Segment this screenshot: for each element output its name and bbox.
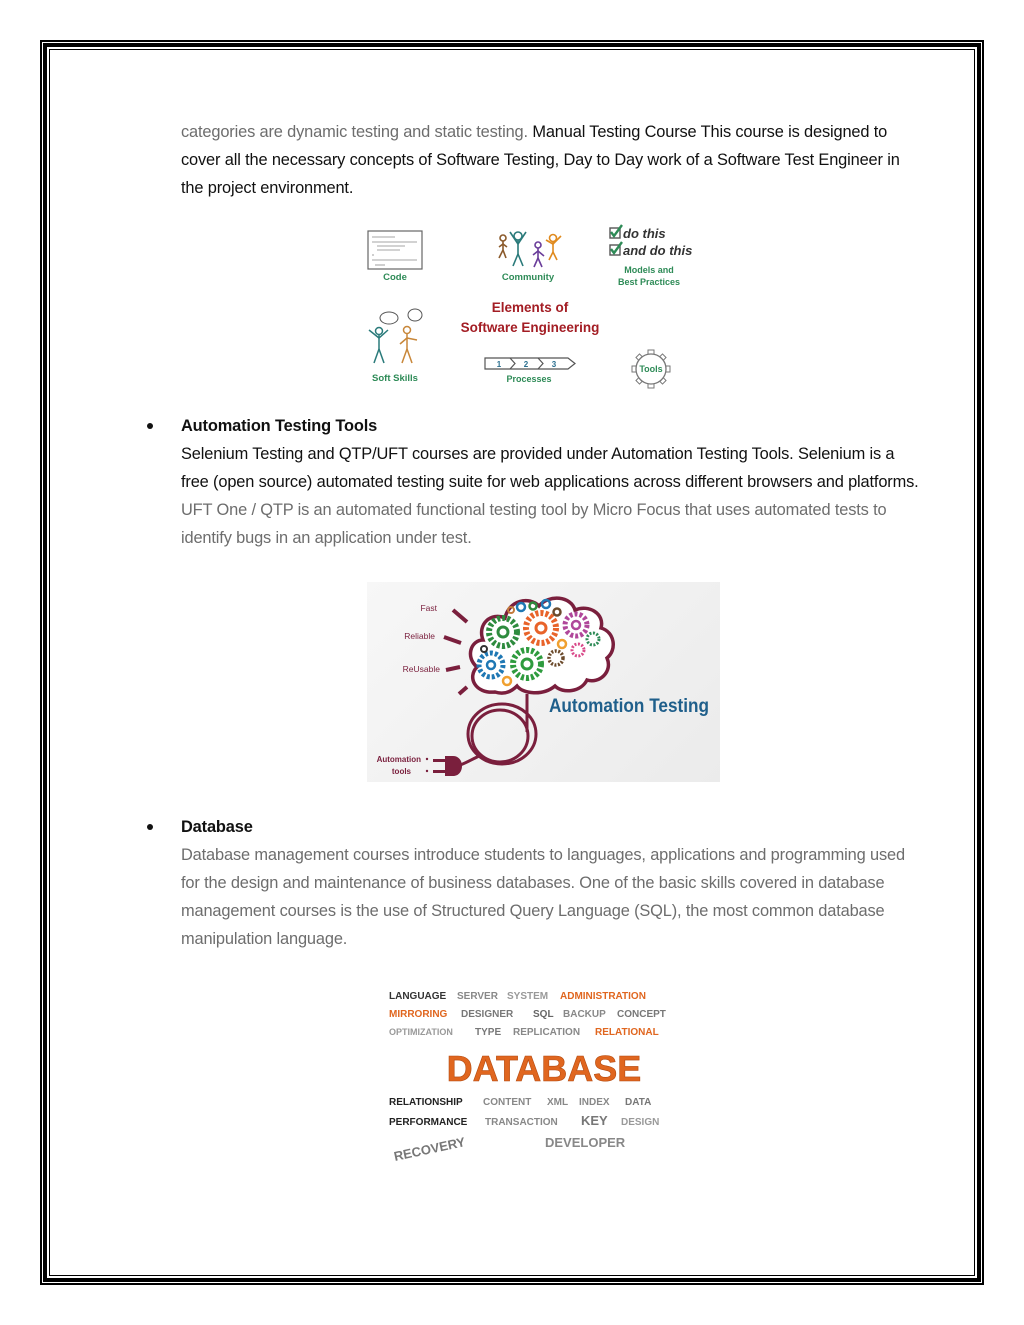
- word-cloud-word: DATA: [625, 1097, 652, 1108]
- automation-grey-text: UFT One / QTP is an automated functional testing tool by Micro Focus that uses automated tests to identify bugs in an application under test.: [181, 501, 887, 547]
- elements-figure-svg: [355, 218, 705, 390]
- word-cloud-word: CONCEPT: [617, 1009, 666, 1020]
- database-main-word: DATABASE: [446, 1048, 642, 1089]
- word-cloud-word: INDEX: [579, 1097, 610, 1108]
- fast-label: Fast: [420, 603, 437, 613]
- soft-skills-people-icon: [369, 309, 422, 363]
- community-people-icon: [499, 232, 561, 267]
- word-cloud-word: SQL: [533, 1009, 554, 1020]
- word-cloud-word: DESIGN: [621, 1117, 660, 1128]
- elements-title-line2: Software Engineering: [460, 320, 600, 335]
- word-cloud-word: BACKUP: [563, 1009, 606, 1020]
- word-cloud-word: PERFORMANCE: [389, 1117, 468, 1128]
- models-label-line2: Best Practices: [617, 277, 681, 287]
- bullet-database: [146, 822, 156, 832]
- models-label-line1: Models and: [624, 265, 674, 275]
- reliable-label: Reliable: [404, 631, 435, 641]
- processes-label: Processes: [506, 374, 552, 384]
- intro-paragraph: [181, 118, 921, 202]
- process-step-3: 3: [551, 360, 557, 369]
- process-step-2: 2: [523, 360, 529, 369]
- plug-icon: [433, 756, 462, 776]
- word-cloud-word: REPLICATION: [513, 1027, 581, 1038]
- code-label: Code: [383, 272, 407, 283]
- cord-coil: [457, 694, 536, 766]
- word-cloud-word: LANGUAGE: [389, 991, 447, 1002]
- automation-dark-text: Selenium Testing and QTP/UFT courses are provided under Automation Testing Tools. Selenium is a free (open source) automated testing suite for web applications across different browsers and platforms.: [181, 445, 919, 491]
- automation-figure-svg: [367, 582, 720, 782]
- database-paragraph: Database management courses introduce students to languages, applications and programming used for the design and maintenance of business databases. One of the basic skills covered in database management courses is the use of Structured Query Language (SQL), the most common database manipulation language.: [181, 846, 905, 948]
- bullet-automation: [146, 421, 156, 431]
- word-cloud-word: OPTIMIZATION: [389, 1027, 453, 1037]
- database-word-cloud-figure: [385, 983, 703, 1173]
- word-cloud-word: SERVER: [457, 991, 498, 1002]
- automation-testing-title: Automation Testing: [549, 696, 709, 717]
- word-cloud-word: KEY: [581, 1113, 608, 1128]
- radiating-lines: [444, 610, 467, 694]
- reusable-label: ReUsable: [402, 664, 440, 674]
- word-cloud-word: XML: [547, 1097, 569, 1108]
- intro-dark-text: Manual Testing Course This course is designed to cover all the necessary concepts of Software Testing, Day to Day work of a Software Test Engineer in the project environment.: [181, 123, 900, 197]
- database-heading: Database: [181, 818, 253, 836]
- word-cloud-word: CONTENT: [483, 1097, 532, 1108]
- process-step-1: 1: [496, 360, 502, 369]
- automation-heading: Automation Testing Tools: [181, 417, 378, 435]
- word-cloud-word: TRANSACTION: [485, 1117, 558, 1128]
- elements-title-line1: Elements of: [491, 300, 569, 315]
- word-cloud-word: RELATIONSHIP: [389, 1097, 463, 1108]
- word-cloud-word: SYSTEM: [507, 991, 549, 1002]
- tools-label: Tools: [639, 364, 663, 374]
- word-cloud-word: DESIGNER: [461, 1009, 514, 1020]
- recovery-word: RECOVERY: [392, 1134, 467, 1164]
- dot-marker: [426, 758, 428, 760]
- do-this-text: do this: [623, 226, 666, 241]
- dot-marker: [426, 770, 428, 772]
- word-cloud-word: ADMINISTRATION: [560, 991, 646, 1002]
- and-do-this-text: and do this: [623, 243, 693, 258]
- intro-grey-text: categories are dynamic testing and static testing.: [181, 123, 528, 141]
- community-label: Community: [501, 272, 555, 283]
- database-figure-svg: [385, 983, 703, 1173]
- code-note-icon: [368, 231, 422, 269]
- checkbox-checked-icon: [610, 225, 622, 255]
- soft-skills-label: Soft Skills: [372, 373, 418, 384]
- automation-tools-label-line1: Automation: [376, 755, 421, 764]
- word-cloud-word: MIRRORING: [389, 1009, 448, 1020]
- automation-tools-label-line2: tools: [391, 767, 411, 776]
- automation-testing-figure: [367, 582, 720, 782]
- word-cloud-word: TYPE: [475, 1027, 502, 1038]
- automation-paragraph: [181, 440, 921, 552]
- elements-of-software-engineering-figure: [355, 218, 705, 390]
- word-cloud-word: RELATIONAL: [595, 1027, 659, 1038]
- word-cloud-word: DEVELOPER: [545, 1135, 626, 1150]
